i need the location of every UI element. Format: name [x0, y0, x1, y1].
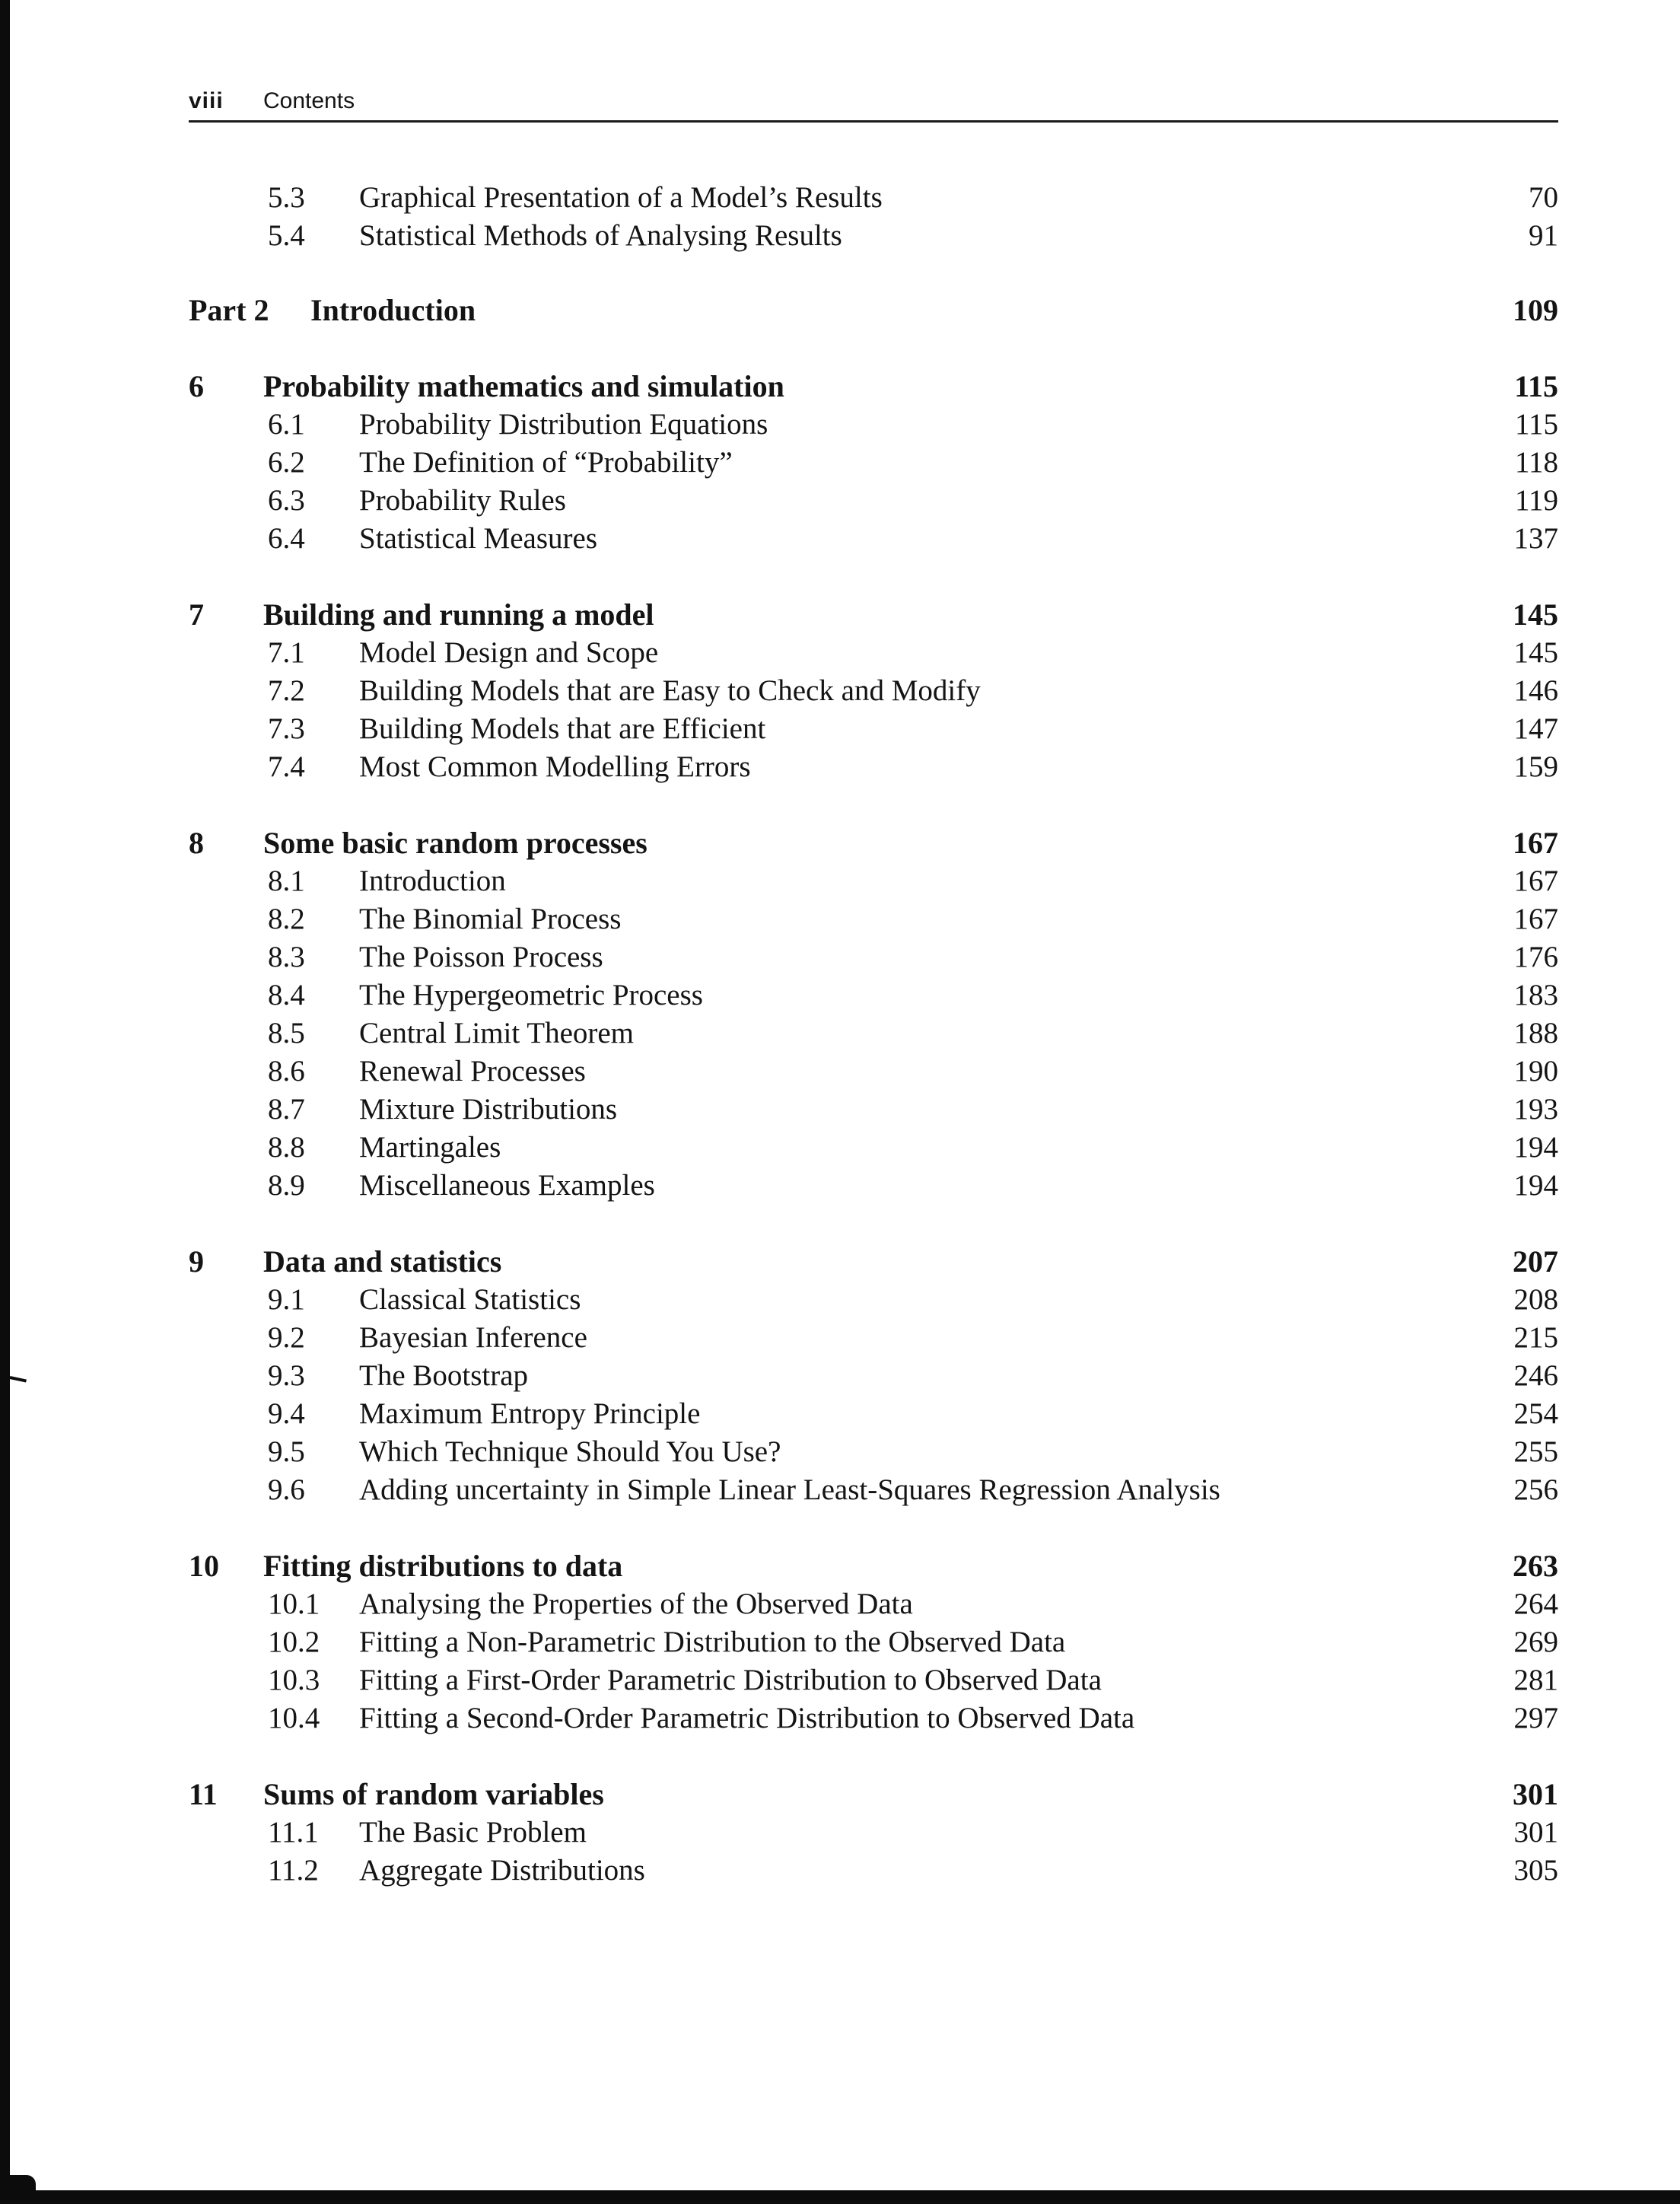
part-page: 109 — [1513, 293, 1558, 327]
section-number: 10.2 — [268, 1626, 320, 1658]
section-number: 7.1 — [268, 636, 305, 669]
section-number: 11.1 — [268, 1816, 319, 1849]
toc-section-row — [0, 749, 1680, 785]
chapter-number: 9 — [189, 1244, 204, 1279]
section-number: 6.4 — [268, 522, 305, 555]
toc-section-row — [0, 1624, 1680, 1661]
section-page: 119 — [1514, 484, 1558, 517]
toc-section-row — [0, 1434, 1680, 1470]
section-number: 8.4 — [268, 979, 305, 1011]
toc-section-row — [0, 1282, 1680, 1318]
section-number: 6.3 — [268, 484, 305, 517]
section-page: 255 — [1513, 1435, 1558, 1468]
section-title: Adding uncertainty in Simple Linear Least-Squares Regression Analysis — [359, 1473, 1220, 1506]
section-page: 118 — [1514, 446, 1558, 479]
section-page: 115 — [1514, 408, 1558, 441]
section-page: 70 — [1529, 181, 1558, 214]
section-number: 7.3 — [268, 712, 305, 745]
section-title: Introduction — [359, 865, 506, 897]
section-number: 10.4 — [268, 1702, 320, 1734]
toc-section-row — [0, 1662, 1680, 1699]
toc-section-row — [0, 977, 1680, 1014]
section-title: Statistical Measures — [359, 522, 598, 555]
section-page: 194 — [1513, 1131, 1558, 1164]
section-number: 8.1 — [268, 865, 305, 897]
section-page: 146 — [1513, 674, 1558, 707]
section-page: 254 — [1513, 1397, 1558, 1430]
toc-chapter-row — [0, 1548, 1680, 1585]
toc-section-row — [0, 901, 1680, 938]
section-number: 9.4 — [268, 1397, 305, 1430]
section-page: 208 — [1513, 1283, 1558, 1316]
section-number: 8.3 — [268, 941, 305, 973]
toc-section-row — [0, 939, 1680, 976]
section-page: 246 — [1513, 1359, 1558, 1392]
chapter-page: 167 — [1513, 826, 1558, 860]
section-title: Central Limit Theorem — [359, 1017, 635, 1049]
section-title: Statistical Methods of Analysing Results — [359, 219, 842, 252]
toc-section-row — [0, 711, 1680, 747]
section-number: 11.2 — [268, 1854, 319, 1887]
section-page: 301 — [1513, 1816, 1558, 1849]
section-number: 8.8 — [268, 1131, 305, 1164]
section-title: Bayesian Inference — [359, 1321, 587, 1354]
section-number: 8.9 — [268, 1169, 305, 1202]
section-page: 159 — [1513, 750, 1558, 783]
chapter-number: 8 — [189, 826, 204, 860]
section-number: 5.3 — [268, 181, 305, 214]
section-page: 167 — [1513, 865, 1558, 897]
toc-chapter-row — [0, 368, 1680, 405]
toc-section-row — [0, 1814, 1680, 1851]
section-page: 91 — [1529, 219, 1558, 252]
section-title: Miscellaneous Examples — [359, 1169, 655, 1202]
chapter-title: Fitting distributions to data — [263, 1549, 623, 1583]
section-page: 167 — [1513, 903, 1558, 935]
section-title: Which Technique Should You Use? — [359, 1435, 781, 1468]
section-page: 183 — [1513, 979, 1558, 1011]
chapter-page: 207 — [1513, 1244, 1558, 1279]
section-title: Building Models that are Easy to Check and Modify — [359, 674, 981, 707]
toc-section-row — [0, 406, 1680, 443]
section-title: Fitting a First-Order Parametric Distribution to Observed Data — [359, 1664, 1102, 1696]
section-page: 137 — [1513, 522, 1558, 555]
section-number: 8.2 — [268, 903, 305, 935]
section-page: 264 — [1513, 1588, 1558, 1620]
section-number: 5.4 — [268, 219, 305, 252]
toc-section-row — [0, 444, 1680, 481]
section-page: 215 — [1513, 1321, 1558, 1354]
chapter-title: Data and statistics — [263, 1244, 502, 1279]
toc-section-row — [0, 1396, 1680, 1432]
toc-chapter-row — [0, 825, 1680, 862]
section-title: Probability Distribution Equations — [359, 408, 768, 441]
chapter-page: 263 — [1513, 1549, 1558, 1583]
section-title: The Definition of “Probability” — [359, 446, 733, 479]
section-title: Graphical Presentation of a Model’s Results — [359, 181, 883, 214]
toc-section-row — [0, 1167, 1680, 1204]
toc-section-row — [0, 673, 1680, 709]
section-number: 10.3 — [268, 1664, 320, 1696]
section-number: 10.1 — [268, 1588, 320, 1620]
section-number: 9.5 — [268, 1435, 305, 1468]
section-number: 9.6 — [268, 1473, 305, 1506]
chapter-number: 10 — [189, 1549, 219, 1583]
toc-section-row — [0, 483, 1680, 519]
section-page: 145 — [1513, 636, 1558, 669]
toc-section-row — [0, 635, 1680, 671]
section-title: The Bootstrap — [359, 1359, 529, 1392]
section-page: 297 — [1513, 1702, 1558, 1734]
section-page: 147 — [1513, 712, 1558, 745]
section-page: 281 — [1513, 1664, 1558, 1696]
section-page: 305 — [1513, 1854, 1558, 1887]
toc-section-row — [0, 1472, 1680, 1508]
chapter-page: 115 — [1514, 369, 1558, 403]
section-title: Building Models that are Efficient — [359, 712, 766, 745]
chapter-number: 11 — [189, 1777, 218, 1811]
section-title: Mixture Distributions — [359, 1093, 618, 1126]
section-number: 6.2 — [268, 446, 305, 479]
part-title: Introduction — [310, 293, 476, 327]
chapter-title: Probability mathematics and simulation — [263, 369, 784, 403]
section-page: 190 — [1513, 1055, 1558, 1088]
toc-section-row — [0, 218, 1680, 254]
chapter-title: Building and running a model — [263, 597, 654, 632]
section-title: Martingales — [359, 1131, 501, 1164]
section-number: 7.4 — [268, 750, 305, 783]
toc-section-row — [0, 180, 1680, 216]
section-title: The Binomial Process — [359, 903, 622, 935]
section-page: 194 — [1513, 1169, 1558, 1202]
chapter-number: 7 — [189, 597, 204, 632]
toc-chapter-row — [0, 1244, 1680, 1280]
section-number: 9.3 — [268, 1359, 305, 1392]
toc-section-row — [0, 1053, 1680, 1090]
section-title: Most Common Modelling Errors — [359, 750, 751, 783]
chapter-number: 6 — [189, 369, 204, 403]
section-number: 8.6 — [268, 1055, 305, 1088]
section-title: Maximum Entropy Principle — [359, 1397, 701, 1430]
section-title: Model Design and Scope — [359, 636, 659, 669]
section-page: 256 — [1513, 1473, 1558, 1506]
section-number: 8.7 — [268, 1093, 305, 1126]
toc-section-row — [0, 1358, 1680, 1394]
part-number: Part 2 — [189, 293, 269, 327]
chapter-page: 145 — [1513, 597, 1558, 632]
toc-section-row — [0, 863, 1680, 900]
toc-section-row — [0, 521, 1680, 557]
toc-section-row — [0, 1586, 1680, 1623]
section-title: Fitting a Non-Parametric Distribution to the Observed Data — [359, 1626, 1066, 1658]
toc-part-row — [0, 292, 1680, 329]
section-page: 269 — [1513, 1626, 1558, 1658]
toc-section-row — [0, 1700, 1680, 1737]
running-head: Contents — [263, 88, 355, 113]
section-title: Fitting a Second-Order Parametric Distribution to Observed Data — [359, 1702, 1135, 1734]
section-title: The Basic Problem — [359, 1816, 587, 1849]
section-title: Classical Statistics — [359, 1283, 581, 1316]
toc-section-row — [0, 1015, 1680, 1052]
chapter-title: Sums of random variables — [263, 1777, 604, 1811]
section-title: Analysing the Properties of the Observed Data — [359, 1588, 913, 1620]
chapter-title: Some basic random processes — [263, 826, 648, 860]
section-title: The Poisson Process — [359, 941, 603, 973]
section-title: Aggregate Distributions — [359, 1854, 645, 1887]
section-title: Renewal Processes — [359, 1055, 586, 1088]
section-number: 9.1 — [268, 1283, 305, 1316]
section-number: 9.2 — [268, 1321, 305, 1354]
section-page: 188 — [1513, 1017, 1558, 1049]
section-number: 6.1 — [268, 408, 305, 441]
section-title: Probability Rules — [359, 484, 566, 517]
section-title: The Hypergeometric Process — [359, 979, 703, 1011]
toc-chapter-row — [0, 597, 1680, 633]
chapter-page: 301 — [1513, 1777, 1558, 1811]
toc-chapter-row — [0, 1776, 1680, 1813]
toc-section-row — [0, 1852, 1680, 1889]
section-page: 176 — [1513, 941, 1558, 973]
section-number: 7.2 — [268, 674, 305, 707]
section-number: 8.5 — [268, 1017, 305, 1049]
toc-section-row — [0, 1091, 1680, 1128]
toc-section-row — [0, 1129, 1680, 1166]
page-folio: viii — [189, 88, 224, 113]
section-page: 193 — [1513, 1093, 1558, 1126]
toc-section-row — [0, 1320, 1680, 1356]
